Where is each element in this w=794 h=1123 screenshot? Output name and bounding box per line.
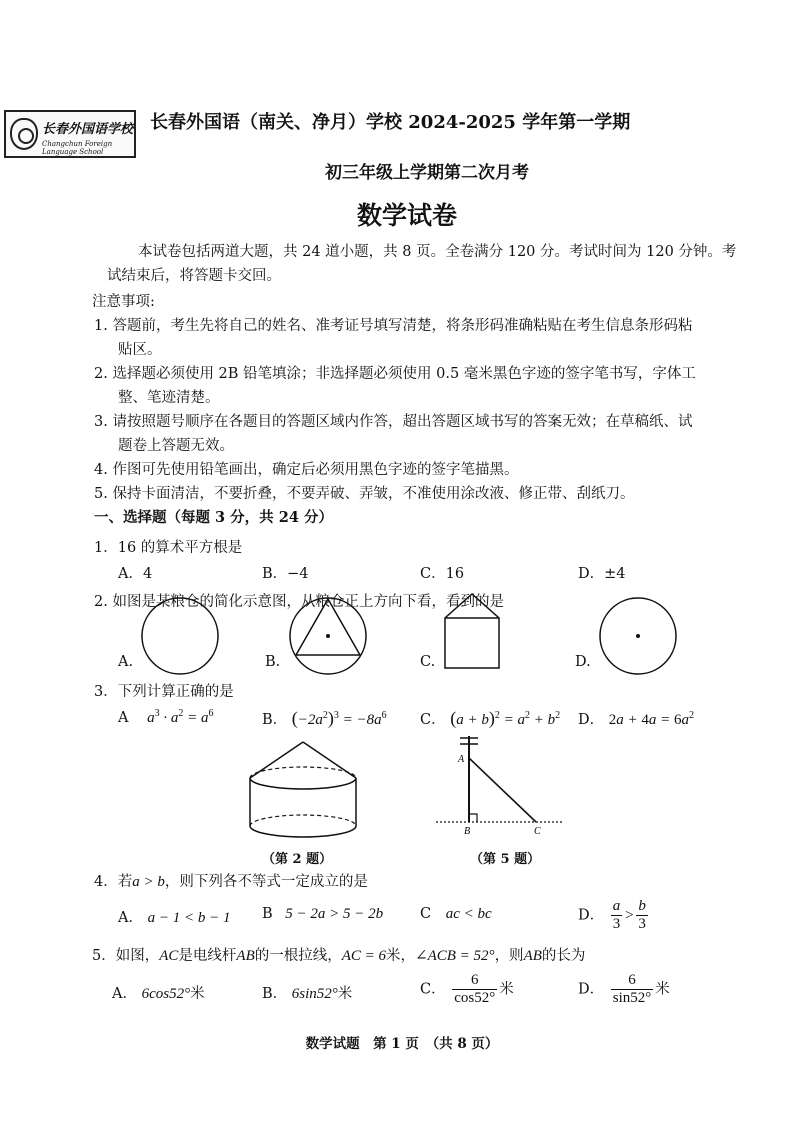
q3-a-label: A <box>118 710 129 726</box>
q3-stem: 3．下列计算正确的是 <box>94 684 234 700</box>
q5-b-unit: 米 <box>337 986 353 1002</box>
q2-option-b: B. <box>265 654 281 670</box>
notice-item-1: 1. 答题前，考生先将自己的姓名、准考证号填写清楚，将条形码准确粘贴在考生信息条形码粘 <box>94 318 693 334</box>
q4-stem-post: ，则下列各不等式一定成立的是 <box>164 874 368 890</box>
q4-d-frac-b: $\frac{b}{3}$ <box>638 898 646 932</box>
q5-option-a <box>112 982 205 1003</box>
q3-a-expr: $a^3 \cdot a^2 = a^6$ <box>147 708 214 726</box>
school-seal-icon <box>10 118 38 150</box>
school-logo <box>4 110 136 158</box>
q5-option-d <box>578 972 670 1007</box>
notice-item-3: 3. 请按照题号顺序在各题目的答题区域内作答，超出答题区域书写的答案无效；在草稿纸、试 <box>94 414 693 430</box>
q5-m5: AB <box>523 948 542 964</box>
granary-bottom-ellipse-front <box>250 826 356 837</box>
q4-c-label: C <box>420 906 432 922</box>
intro-line2: 试结束后，将答题卡交回。 <box>107 268 281 284</box>
q3-d-expr: $2a + 4a = 6a^2$ <box>608 710 694 728</box>
q5-d-frac: $\frac{6}{\sin 52^\circ}$ <box>612 972 652 1006</box>
q4-option-c <box>420 906 492 923</box>
exam-title-line2: 初三年级上学期第二次月考 <box>325 163 529 183</box>
q2-b-center-dot <box>326 634 330 638</box>
q2-option-c: C. <box>420 654 436 670</box>
q4-stem <box>94 870 368 891</box>
q3-b-expr: $(-2a^2)^3 = -8a^6$ <box>291 708 387 728</box>
q5-t4: ，则 <box>494 948 524 964</box>
q5-m3: AC = 6 <box>341 948 387 964</box>
granary-bottom-ellipse-back <box>250 815 356 826</box>
label-c: C <box>534 826 541 837</box>
label-a: A <box>458 754 465 765</box>
q5-t1: 是电线杆 <box>178 948 237 964</box>
q3-option-d <box>578 708 694 729</box>
q5-t2: 的一根拉线， <box>254 948 342 964</box>
q5-d-label: D． <box>578 981 605 998</box>
q4-b-label: B <box>262 906 273 922</box>
q5-c-frac: $\frac{6}{\cos 52^\circ}$ <box>454 972 496 1006</box>
q4-d-label: D． <box>578 907 605 924</box>
q3-option-c <box>420 708 560 729</box>
q4-d-rel: > <box>624 907 635 924</box>
page-footer: 数学试题 第 1 页 （共 8 页） <box>305 1036 499 1052</box>
granary-top-ellipse-back <box>250 767 356 778</box>
q3-d-label: D． <box>578 712 605 728</box>
notice-item-4: 4. 作图可先使用铅笔画出，确定后必须用黑色字迹的签字笔描黑。 <box>94 462 519 478</box>
q1-option-a: A．4 <box>118 566 153 582</box>
q5-m4: ∠ACB = 52° <box>415 948 495 964</box>
q5-t3: 米， <box>386 948 416 964</box>
intro-line1: 本试卷包括两道大题，共 24 道小题，共 8 页。全卷满分 120 分。考试时间为 120 分钟。考 <box>138 244 737 260</box>
q2-figure-a <box>140 598 220 678</box>
guy-wire-ac <box>469 758 536 822</box>
q5-a-expr: 6cos52° <box>141 986 191 1002</box>
q3-c-label: C． <box>420 712 446 728</box>
q2-d-center-dot <box>636 634 640 638</box>
q4-d-frac-a: $\frac{a}{3}$ <box>612 898 621 932</box>
q4-option-b <box>262 906 383 923</box>
logo-chinese-name: 长春外国语学校 <box>42 122 134 137</box>
q2-a-circle <box>142 598 218 674</box>
q4-a-label: A． <box>118 910 143 926</box>
q5-a-unit: 米 <box>190 986 205 1002</box>
fig2-caption: （第 2 题） <box>262 852 333 867</box>
q5-c-unit: 米 <box>499 981 514 998</box>
section-choice-title: 一、选择题（每题 3 分，共 24 分） <box>94 509 333 526</box>
notice-item-2: 2. 选择题必须使用 2B 铅笔填涂；非选择题必须使用 0.5 毫米黑色字迹的签字笔书写，字体工 <box>94 366 696 382</box>
q1-stem: 1．16 的算术平方根是 <box>94 540 243 556</box>
notice-item-3-cont: 题卷上答题无效。 <box>118 438 234 454</box>
q4-b-expr: 5 − 2a > 5 − 2b <box>285 906 384 922</box>
q5-b-label: B． <box>262 986 288 1002</box>
q1-option-d: D．±4 <box>578 566 626 582</box>
notice-item-5: 5. 保持卡面清洁，不要折叠，不要弄破、弄皱，不准使用涂改液、修正带、刮纸刀。 <box>94 486 635 502</box>
q2-option-d: D. <box>575 654 591 670</box>
q5-option-b <box>262 982 352 1003</box>
q1-option-c: C．16 <box>420 566 465 582</box>
q3-b-label: B． <box>262 712 288 728</box>
q3-option-b <box>262 708 387 729</box>
fig5-caption: （第 5 题） <box>470 852 541 867</box>
notice-item-1-cont: 贴区。 <box>118 342 162 358</box>
logo-english-name: Changchun Foreign Language School <box>42 140 113 156</box>
q4-option-d <box>578 898 650 933</box>
q5-t5: 的长为 <box>541 948 586 964</box>
q5-a-label: A． <box>112 986 137 1002</box>
q2-figure-c <box>442 592 502 672</box>
q3-c-expr: $(a + b)^2 = a^2 + b^2$ <box>450 708 561 728</box>
q2-stem: 2. 如图是某粮仓的简化示意图，从粮仓正上方向下看，看到的是 <box>94 594 504 610</box>
q2-c-house <box>445 594 499 668</box>
q5-m2: AB <box>236 948 255 964</box>
right-angle-mark <box>469 814 477 822</box>
q2-figure-d <box>598 598 678 678</box>
q4-a-expr: a − 1 < b − 1 <box>147 910 231 926</box>
notice-title: 注意事项: <box>92 294 155 310</box>
q5-stem-pre: 5．如图， <box>92 948 160 964</box>
q5-d-unit: 米 <box>655 981 670 998</box>
q5-c-label: C． <box>420 981 446 998</box>
q4-c-expr: ac < bc <box>445 906 492 922</box>
q3-option-a <box>118 708 213 727</box>
q2-option-a: A. <box>118 654 134 670</box>
granary-figure <box>248 740 358 844</box>
q2-b-triangle <box>296 599 360 655</box>
granary-top-ellipse-front <box>250 778 356 789</box>
q2-figure-b <box>288 598 368 678</box>
q4-stem-pre: 4．若 <box>94 874 133 890</box>
q4-option-a <box>118 906 230 927</box>
q5-b-expr: 6sin52° <box>291 986 338 1002</box>
exam-title-subject: 数学试卷 <box>356 201 457 230</box>
q4-stem-math: a > b <box>132 874 165 890</box>
exam-title-line1: 长春外国语（南关、净月）学校 2024-2025 学年第一学期 <box>150 112 631 133</box>
pole-figure <box>436 734 566 838</box>
q1-option-b: B．−4 <box>262 566 309 582</box>
label-b: B <box>464 826 471 837</box>
q5-m1: AC <box>159 948 179 964</box>
notice-item-2-cont: 整、笔迹清楚。 <box>118 390 220 406</box>
q5-option-c <box>420 972 514 1007</box>
q5-stem <box>92 944 585 965</box>
